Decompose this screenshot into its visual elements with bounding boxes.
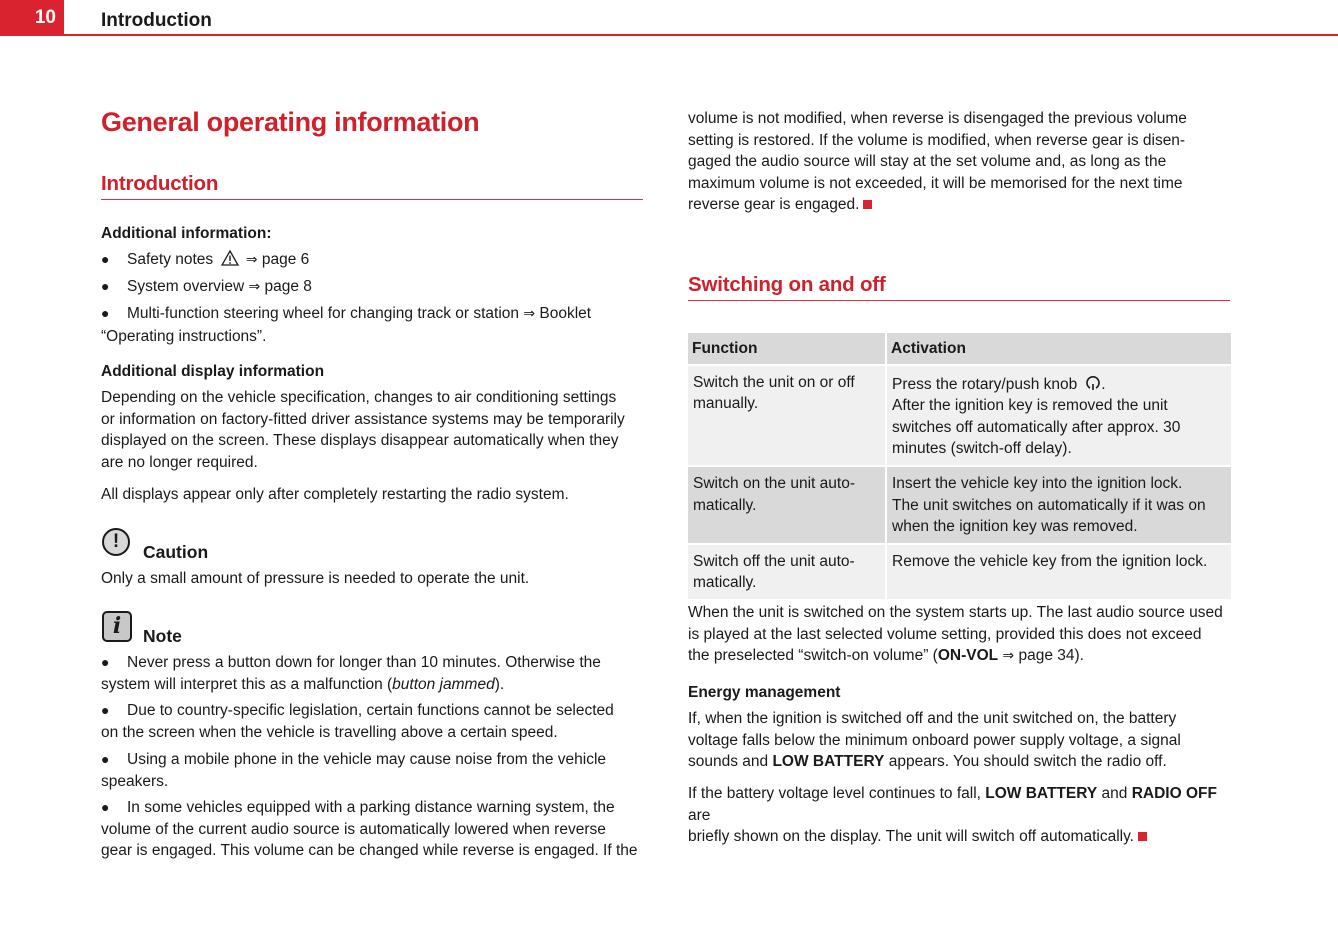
header-rule [64,34,1338,36]
caution-exclamation-icon: ! [102,528,130,556]
page-reference-link[interactable]: page 34 [1018,647,1075,665]
page-reference-link[interactable]: page 6 [261,251,310,268]
energy-management-heading: Energy management [688,684,841,701]
switching-function-table [688,333,1231,601]
display-info-paragraph: Depending on the vehicle specification, changes to air conditioning settings or information on factory-fitted driver assistance systems may be temporarily displayed on the screen. These displays disappear automatically when they are no longer required. [101,389,625,471]
display-info-heading: Additional display information [101,363,325,380]
section-heading-introduction: Introduction [101,171,643,200]
bullet-icon: ● [101,751,110,767]
note-list-item: ● Never press a button down for longer than 10 minutes. Otherwise the system will interpret this as a malfunction (button jammed). [101,654,601,693]
function-cell: Switch the unit on or off manually. [688,366,887,467]
table-row [688,545,1231,601]
function-cell: Switch off the unit auto- matically. [688,545,887,601]
activation-cell: Press the rotary/push knob . After the ignition key is removed the unit switches off automatically after approx. 30 minutes (switch-off delay). [887,366,1231,467]
column-header-activation: Activation [887,333,1231,366]
activation-cell: Insert the vehicle key into the ignition lock. The unit switches on automatically if it was on when the ignition key was removed. [887,467,1231,545]
list-item: ● Safety notes ⇒ page 6 [101,249,643,272]
section-heading-switching: Switching on and off [688,272,1230,301]
arrow-right-icon: ⇒ [248,279,261,295]
end-of-section-marker-icon [1138,832,1147,841]
activation-cell: Remove the vehicle key from the ignition lock. [887,545,1231,601]
arrow-right-icon: ⇒ [245,252,258,268]
page-header [0,0,1338,37]
booklet-reference-link[interactable]: Booklet [539,305,592,322]
warning-triangle-icon [221,250,239,266]
caution-text: Only a small amount of pressure is needed to operate the unit. [101,570,530,587]
energy-paragraph-2: If the battery voltage level continues to fall, LOW BATTERY and RADIO OFF are briefly shown on the display. The unit will switch off automatically. [688,785,1217,846]
note-list-item: ● In some vehicles equipped with a parking distance warning system, the volume of the current audio source is automatically lowered when reverse gear is engaged. This volume can be changed while reverse is engaged. If the [101,799,638,860]
bullet-icon: ● [101,278,110,294]
table-header-row [688,333,1231,366]
note-list-item: ● Due to country-specific legislation, certain functions cannot be selected on the screen when the vehicle is travelling above a certain speed. [101,702,614,741]
info-note-icon: i [102,611,132,642]
bullet-icon: ● [101,251,110,267]
additional-info-heading: Additional information: [101,225,272,242]
restart-paragraph: All displays appear only after completely restarting the radio system. [101,486,569,503]
page-number: 10 [0,0,64,36]
running-header-title: Introduction [101,10,212,31]
table-row [688,467,1231,545]
note-list-item: ● Using a mobile phone in the vehicle may cause noise from the vehicle speakers. [101,751,607,790]
bullet-icon: ● [101,702,110,718]
bullet-icon: ● [101,654,110,670]
bullet-icon: ● [101,799,110,815]
end-of-section-marker-icon [863,200,872,209]
list-item: ● System overview ⇒ page 8 [101,276,643,299]
page-title: General operating information [101,107,480,137]
energy-paragraph-1: If, when the ignition is switched off and the unit switched on, the battery voltage falls below the minimum onboard power supply voltage, a signal sounds and LOW BATTERY appears. You should switch the radio off. [688,710,1181,771]
note-title: Note [143,626,182,646]
rotary-push-knob-icon [1085,375,1101,391]
startup-paragraph: When the unit is switched on the system starts up. The last audio source used is played at the last selected volume setting, provided this does not exceed the preselected “switch-on volume” (ON-VOL ⇒ page 34). [688,604,1223,665]
arrow-right-icon: ⇒ [523,306,536,322]
arrow-right-icon: ⇒ [1002,648,1015,665]
column-header-function: Function [688,333,887,366]
list-item: ● Multi-function steering wheel for changing track or station ⇒ Booklet “Operating instructions”. [101,305,592,345]
table-row [688,366,1231,467]
bullet-icon: ● [101,305,110,321]
page-reference-link[interactable]: page 8 [264,278,312,295]
function-cell: Switch on the unit auto- matically. [688,467,887,545]
caution-title: Caution [143,542,209,562]
continued-paragraph: volume is not modified, when reverse is disengaged the previous volume setting is restored. If the volume is modified, when reverse gear is disen- gaged the audio source will stay at the set volume and, as long as the maximum volume is not exceeded, it will be memorised for the next time reverse gear is engaged. [688,110,1187,214]
